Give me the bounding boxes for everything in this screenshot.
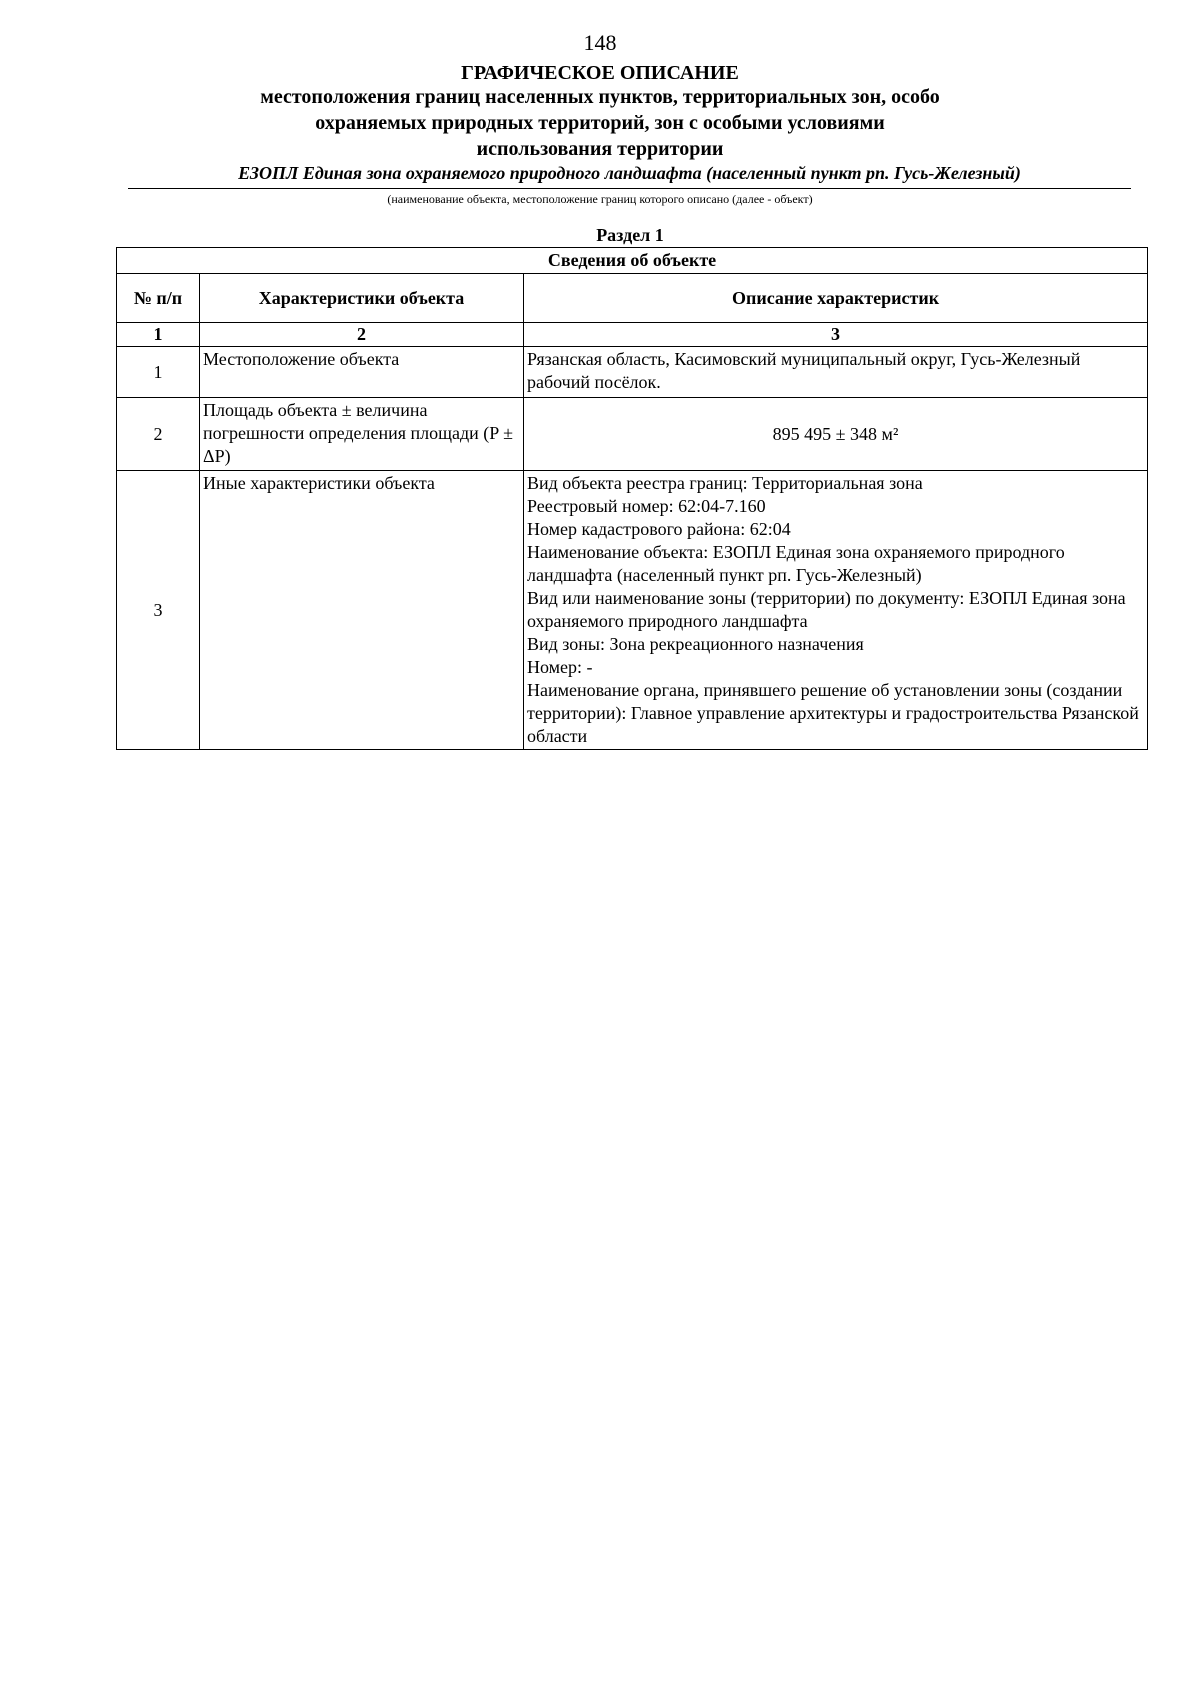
object-name-underline <box>128 188 1131 189</box>
row-number: 1 <box>117 347 200 398</box>
description-line: Вид зоны: Зона рекреационного назначения <box>527 634 864 654</box>
row-description: Рязанская область, Касимовский муниципальный округ, Гусь-Железный рабочий посёлок. <box>524 347 1148 398</box>
column-number: 2 <box>200 323 524 347</box>
document-title: ГРАФИЧЕСКОЕ ОПИСАНИЕ <box>461 62 739 84</box>
object-name-caption: (наименование объекта, местоположение границ которого описано (далее - объект) <box>387 192 813 206</box>
table-caption: Сведения об объекте <box>117 248 1148 274</box>
row-characteristic: Местоположение объекта <box>200 347 524 398</box>
page-number: 148 <box>583 30 617 55</box>
row-characteristic: Иные характеристики объекта <box>200 471 524 750</box>
description-line: Номер: - <box>527 657 593 677</box>
document-subtitle: местоположения границ населенных пунктов, территориальных зон, особо охраняемых природных территорий, зон с особыми условиями использования территории <box>260 86 940 160</box>
object-name: ЕЗОПЛ Единая зона охраняемого природного ландшафта (населенный пункт рп. Гусь-Железный) <box>238 163 1021 183</box>
row-characteristic: Площадь объекта ± величина погрешности определения площади (P ± ΔP) <box>200 398 524 471</box>
description-line: Наименование органа, принявшего решение об установлении зоны (создании территории): Главное управление архитектуры и градостроительства Рязанской области <box>527 680 1139 746</box>
row-number: 2 <box>117 398 200 471</box>
row-description <box>524 471 1148 750</box>
description-line: Вид или наименование зоны (территории) по документу: ЕЗОПЛ Единая зона охраняемого природного ландшафта <box>527 588 1126 631</box>
row-number: 3 <box>117 471 200 750</box>
table-header-row <box>117 274 1148 323</box>
description-line: Номер кадастрового района: 62:04 <box>527 519 791 539</box>
column-number: 3 <box>524 323 1148 347</box>
row-description: 895 495 ± 348 м² <box>524 398 1148 471</box>
column-number: 1 <box>117 323 200 347</box>
header-cell-number: № п/п <box>117 274 200 323</box>
column-number-row <box>117 323 1148 347</box>
description-line: Вид объекта реестра границ: Территориальная зона <box>527 473 923 493</box>
section-title: Раздел 1 <box>596 225 664 245</box>
description-line: Реестровый номер: 62:04-7.160 <box>527 496 766 516</box>
table-row <box>117 347 1148 398</box>
header-cell-description: Описание характеристик <box>524 274 1148 323</box>
table-row <box>117 398 1148 471</box>
table-row <box>117 471 1148 750</box>
description-line: Наименование объекта: ЕЗОПЛ Единая зона охраняемого природного ландшафта (населенный пункт рп. Гусь-Железный) <box>527 542 1065 585</box>
object-info-table <box>116 247 1148 750</box>
header-cell-characteristic: Характеристики объекта <box>200 274 524 323</box>
